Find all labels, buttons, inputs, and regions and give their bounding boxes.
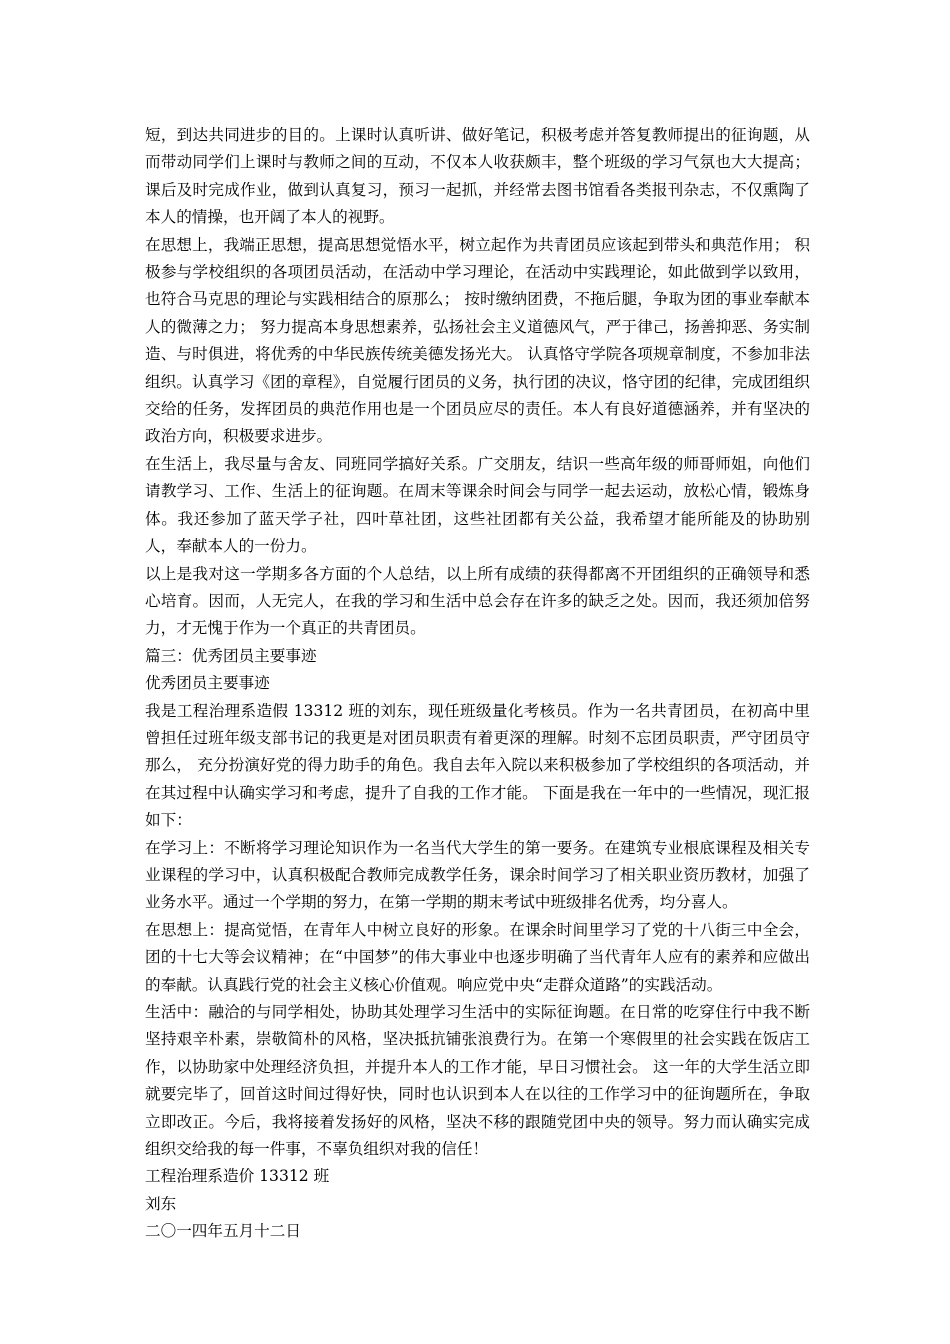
paragraph-study: 在学习上：不断将学习理论知识作为一名当代大学生的第一要务。在建筑专业根底课程及相关专业课程的学习中，认真积极配合教师完成教学任务，课余时间学习了相关职业资历教材，加强了业务水平。通过一个学期的努力，在第一学期的期末考试中班级排名优秀，均分喜人。 — [145, 838, 810, 912]
section-title: 优秀团员主要事迹 — [145, 674, 270, 693]
paragraph-summary: 以上是我对这一学期多各方面的个人总结，以上所有成绩的获得都离不开团组织的正确领导和悉心培育。因而，人无完人，在我的学习和生活中总会存在许多的缺乏之处。因而，我还须加倍努力，才无愧于作为一个真正的共青团员。 — [145, 564, 810, 638]
paragraph-life: 在生活上，我尽量与舍友、同班同学搞好关系。广交朋友，结识一些高年级的师哥师姐，向他们请教学习、工作、生活上的征询题。在周末等课余时间会与同学一起去运动，放松心情，锻炼身体。我还参加了蓝天学子社，四叶草社团，这些社团都有关公益，我希望才能所能及的协助别人，奉献本人的一份力。 — [145, 454, 810, 556]
paragraph-life-2: 生活中：融洽的与同学相处，协助其处理学习生活中的实际征询题。在日常的吃穿住行中我不断坚持艰辛朴素，崇敬简朴的风格，坚决抵抗铺张浪费行为。在第一个寒假里的社会实践在饭店工作，以协助家中处理经济负担，并提升本人的工作才能，早日习惯社会。 这一年的大学生活立即就要完毕了，回首这时间过得好快，同时也认识到本人在以往的工作学习中的征询题所在，争取立即改正。今后，我将接着发扬好的风格，坚决不移的跟随党团中央的领导。努力而认确实完成组织交给我的每一件事，不辜负组织对我的信任！ — [145, 1003, 810, 1159]
signature-name: 刘东 — [145, 1194, 177, 1213]
section-heading: 篇三：优秀团员主要事迹 — [145, 646, 317, 665]
paragraph-introduction: 我是工程治理系造假 13312 班的刘东，现任班级量化考核员。作为一名共青团员，在初高中里曾担任过班年级支部书记的我更是对团员职责有着更深的理解。时刻不忘团员职责，严守团员守那么， 充分扮演好党的得力助手的角色。我自去年入院以来积极参加了学校组织的各项活动，并在其过程中认确实学习和考虑，提升了自我的工作才能。 下面是我在一年中的一些情况，现汇报如下： — [145, 701, 810, 830]
paragraph-thought: 在思想上，我端正思想，提高思想觉悟水平，树立起作为共青团员应该起到带头和典范作用； 积极参与学校组织的各项团员活动，在活动中学习理论，在活动中实践理论，如此做到学以致用，也符合马克思的理论与实践相结合的原那么； 按时缴纳团费，不拖后腿，争取为团的事业奉献本人的微薄之力； 努力提高本身思想素养，弘扬社会主义道德风气，严于律己，扬善抑恶、务实制造、与时俱进，将优秀的中华民族传统美德发扬光大。 认真恪守学院各项规章制度，不参加非法组织。认真学习《团的章程》，自觉履行团员的义务，执行团的决议，恪守团的纪律，完成团组织交给的任务，发挥团员的典范作用也是一个团员应尽的责任。本人有良好道德涵养，并有坚决的政治方向，积极要求进步。 — [145, 235, 810, 446]
paragraph-thought-2: 在思想上：提高觉悟，在青年人中树立良好的形象。在课余时间里学习了党的十八街三中全会，团的十七大等会议精神；在“中国梦”的伟大事业中也逐步明确了当代青年人应有的素养和应做出的奉献。认真践行党的社会主义核心价值观。响应党中央“走群众道路”的实践活动。 — [145, 920, 810, 994]
signature-date: 二〇一四年五月十二日 — [145, 1222, 301, 1241]
paragraph-study-continued: 短，到达共同进步的目的。上课时认真听讲、做好笔记，积极考虑并答复教师提出的征询题，从而带动同学们上课时与教师之间的互动，不仅本人收获颇丰，整个班级的学习气氛也大大提高；课后及时完成作业，做到认真复习，预习一起抓，并经常去图书馆看各类报刊杂志，不仅熏陶了本人的情操，也开阔了本人的视野。 — [145, 126, 810, 227]
signature-class: 工程治理系造价 13312 班 — [145, 1167, 330, 1186]
document-body — [145, 122, 810, 1246]
